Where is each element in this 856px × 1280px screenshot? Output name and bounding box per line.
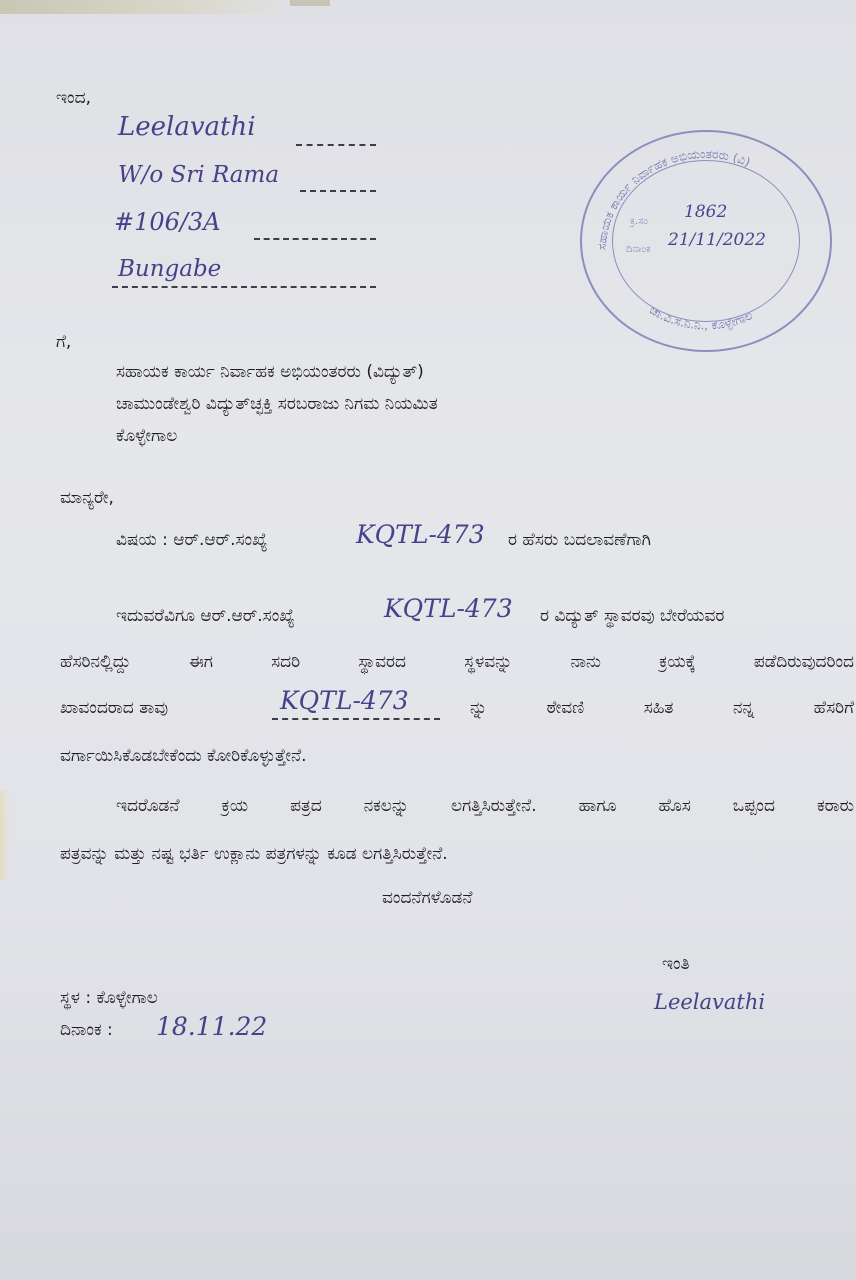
sender-place: Bungabe (118, 256, 222, 282)
svg-text:ಚಾ.ವಿ.ಸ.ನಿ.ನಿ., ಕೊಳ್ಳೇಗಾಲ: ಚಾ.ವಿ.ಸ.ನಿ.ನಿ., ಕೊಳ್ಳೇಗಾಲ (647, 302, 755, 333)
closing-greeting: ವಂದನೆಗಳೊಡನೆ (382, 888, 473, 908)
dash-line (272, 718, 440, 720)
subject-prefix: ವಿಷಯ : ಆರ್.ಆರ್.ಸಂಖ್ಯೆ (116, 530, 268, 550)
sender-house-no: #106/3A (114, 208, 221, 236)
yours-truly: ಇಂತಿ (662, 954, 690, 974)
dash-line (300, 190, 376, 192)
salutation: ಮಾನ್ಯರೇ, (60, 488, 114, 508)
stamp-number-label: ಕ್ರ.ಸಂ (630, 216, 648, 227)
dash-line (254, 238, 376, 240)
sender-name: Leelavathi (118, 112, 256, 142)
dash-line (112, 286, 376, 288)
para1-rr-number: KQTL-473 (384, 594, 513, 623)
signature: Leelavathi (654, 990, 766, 1014)
para1-line3-start: ಖಾವಂದರಾದ ತಾವು (60, 698, 169, 718)
page-edge-shadow (0, 790, 10, 880)
para1-line1-end: ರ ವಿದ್ಯುತ್ ಸ್ಥಾವರವು ಬೇರೆಯವರ (540, 606, 725, 626)
svg-text:ಸಹಾಯಕ ಕಾರ್ಯ ನಿರ್ವಾಹಕ ಅಭಿಯಂತರರು: ಸಹಾಯಕ ಕಾರ್ಯ ನಿರ್ವಾಹಕ ಅಭಿಯಂತರರು (ವಿ) (594, 146, 753, 251)
para1-rr-number-2: KQTL-473 (280, 686, 409, 715)
office-seal-stamp (580, 130, 832, 352)
para1-line4: ವರ್ಗಾಯಿಸಿಕೊಡಬೇಕೆಂದು ಕೋರಿಕೊಳ್ಳುತ್ತೇನೆ. (60, 746, 307, 766)
subject-suffix: ರ ಹೆಸರು ಬದಲಾವಣೆಗಾಗಿ (508, 530, 651, 550)
to-label: ಗೆ, (56, 332, 72, 352)
from-label: ಇಂದ, (56, 88, 91, 108)
stamp-date-label: ದಿನಾಂಕ (626, 244, 651, 255)
stamp-inward-number: 1862 (684, 202, 728, 222)
sender-relation: W/o Sri Rama (118, 162, 280, 188)
stamp-date: 21/11/2022 (668, 230, 766, 250)
date-label: ದಿನಾಂಕ : (60, 1020, 113, 1040)
subject-rr-number: KQTL-473 (356, 520, 485, 549)
para1-line2: ಹೆಸರಿನಲ್ಲಿದ್ದು ಈಗ ಸದರಿ ಸ್ಥಾವರದ ಸ್ಥಳವನ್ನು ನಾನು ಕ್ರಯಕ್ಕೆ ಪಡೆದಿರುವುದರಿಂದ (60, 652, 854, 672)
date-value: 18.11.22 (156, 1012, 268, 1041)
recipient-designation: ಸಹಾಯಕ ಕಾರ್ಯ ನಿರ್ವಾಹಕ ಅಭಿಯಂತರರು (ವಿದ್ಯುತ್) (116, 362, 424, 382)
para1-line1-start: ಇದುವರೆವಿಗೂ ಆರ್.ಆರ್.ಸಂಖ್ಯೆ (116, 606, 295, 626)
para2-line1: ಇದರೊಡನೆ ಕ್ರಯ ಪತ್ರದ ನಕಲನ್ನು ಲಗತ್ತಿಸಿರುತ್ತೇನೆ. ಹಾಗೂ ಹೊಸ ಒಪ್ಪಂದ ಕರಾರು (116, 796, 854, 816)
dash-line (296, 144, 376, 146)
recipient-organisation: ಚಾಮುಂಡೇಶ್ವರಿ ವಿದ್ಯುತ್‌ಚ್ಛಕ್ತಿ ಸರಬರಾಜು ನಿಗಮ ನಿಯಮಿತ (116, 394, 438, 414)
recipient-town: ಕೊಳ್ಳೇಗಾಲ (116, 426, 178, 446)
para1-line3-end: ನ್ನು ಠೇವಣಿ ಸಹಿತ ನನ್ನ ಹೆಸರಿಗೆ (470, 698, 854, 718)
para2-line2: ಪತ್ರವನ್ನು ಮತ್ತು ನಷ್ಟ ಭರ್ತಿ ಉಕ್ಲಾನು ಪತ್ರಗಳನ್ನು ಕೂಡ ಲಗತ್ತಿಸಿರುತ್ತೇನೆ. (60, 844, 448, 864)
place-line: ಸ್ಥಳ : ಕೊಳ್ಳೇಗಾಲ (60, 988, 158, 1008)
paper-fragment (290, 0, 330, 6)
torn-paper-strip (0, 0, 280, 14)
